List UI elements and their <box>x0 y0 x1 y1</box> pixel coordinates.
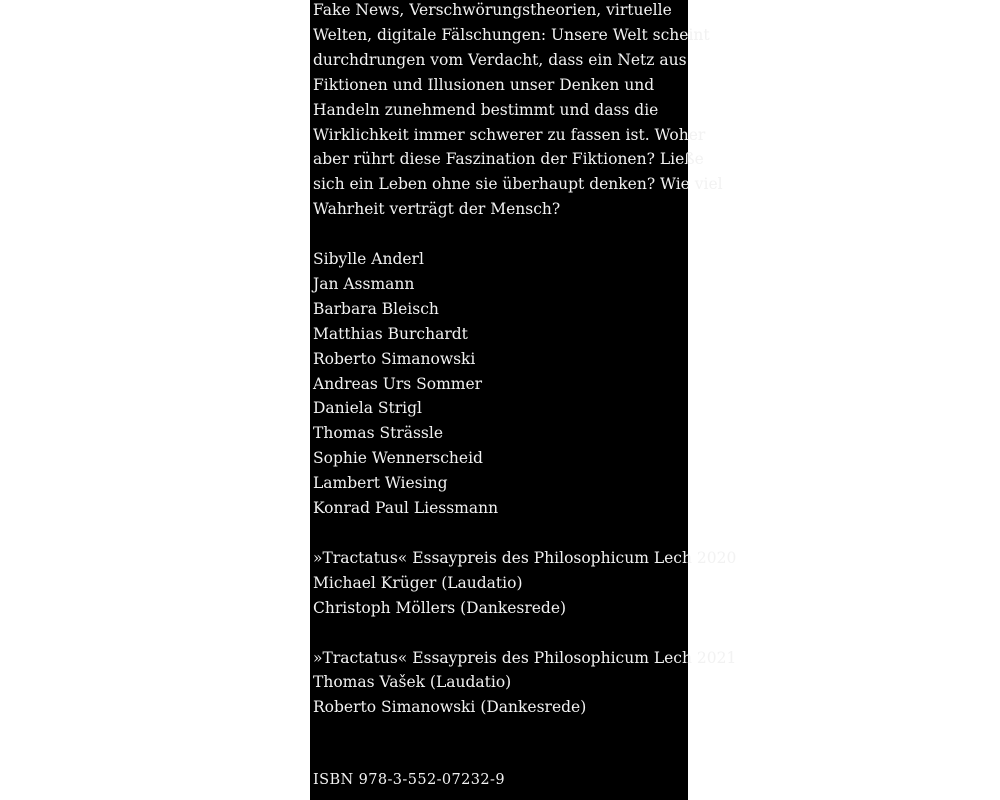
author-name: Jan Assmann <box>313 274 415 293</box>
author-name: Sophie Wennerscheid <box>313 449 483 468</box>
author-name: Lambert Wiesing <box>313 474 448 493</box>
prize-2020-section <box>313 546 737 621</box>
blurb-line: durchdrungen vom Verdacht, dass ein Netz aus <box>313 50 687 69</box>
isbn-number: ISBN 978-3-552-07232-9 <box>313 772 505 788</box>
prize-dankesrede: Christoph Möllers (Dankesrede) <box>313 598 567 617</box>
author-name: Thomas Strässle <box>313 424 444 443</box>
prize-laudatio: Thomas Vašek (Laudatio) <box>313 673 512 692</box>
back-cover-page <box>310 0 737 800</box>
prize-laudatio: Michael Krüger (Laudatio) <box>313 573 523 592</box>
blurb-line: sich ein Leben ohne sie überhaupt denken? Wie viel <box>313 175 723 194</box>
author-name: Barbara Bleisch <box>313 299 439 318</box>
blurb-line: Fiktionen und Illusionen unser Denken und <box>313 75 655 94</box>
blurb-line: Fake News, Verschwörungstheorien, virtuelle <box>313 1 672 19</box>
blurb-line: Wirklichkeit immer schwerer zu fassen ist. Woher <box>313 125 706 144</box>
prize-2021-section <box>313 646 737 721</box>
spacer <box>313 521 685 546</box>
author-name: Konrad Paul Liessmann <box>313 499 499 518</box>
author-name: Sibylle Anderl <box>313 250 424 269</box>
author-list <box>313 247 685 521</box>
text-block <box>313 0 737 720</box>
spacer <box>313 222 685 247</box>
blurb-line: Welten, digitale Fälschungen: Unsere Welt scheint <box>313 25 710 44</box>
prize-title: »Tractatus« Essaypreis des Philosophicum Lech 2021 <box>313 648 737 667</box>
author-name: Andreas Urs Sommer <box>313 374 483 393</box>
blurb-line: aber rührt diese Faszination der Fiktionen? Ließe <box>313 150 704 169</box>
prize-dankesrede: Roberto Simanowski (Dankesrede) <box>313 698 587 717</box>
prize-title: »Tractatus« Essaypreis des Philosophicum Lech 2020 <box>313 548 737 567</box>
author-name: Daniela Strigl <box>313 399 422 418</box>
blurb-line: Wahrheit verträgt der Mensch? <box>313 200 561 219</box>
author-name: Matthias Burchardt <box>313 324 468 343</box>
spacer <box>313 621 685 646</box>
blurb-paragraph <box>313 0 723 222</box>
author-name: Roberto Simanowski <box>313 349 476 368</box>
blurb-line: Handeln zunehmend bestimmt und dass die <box>313 100 659 119</box>
